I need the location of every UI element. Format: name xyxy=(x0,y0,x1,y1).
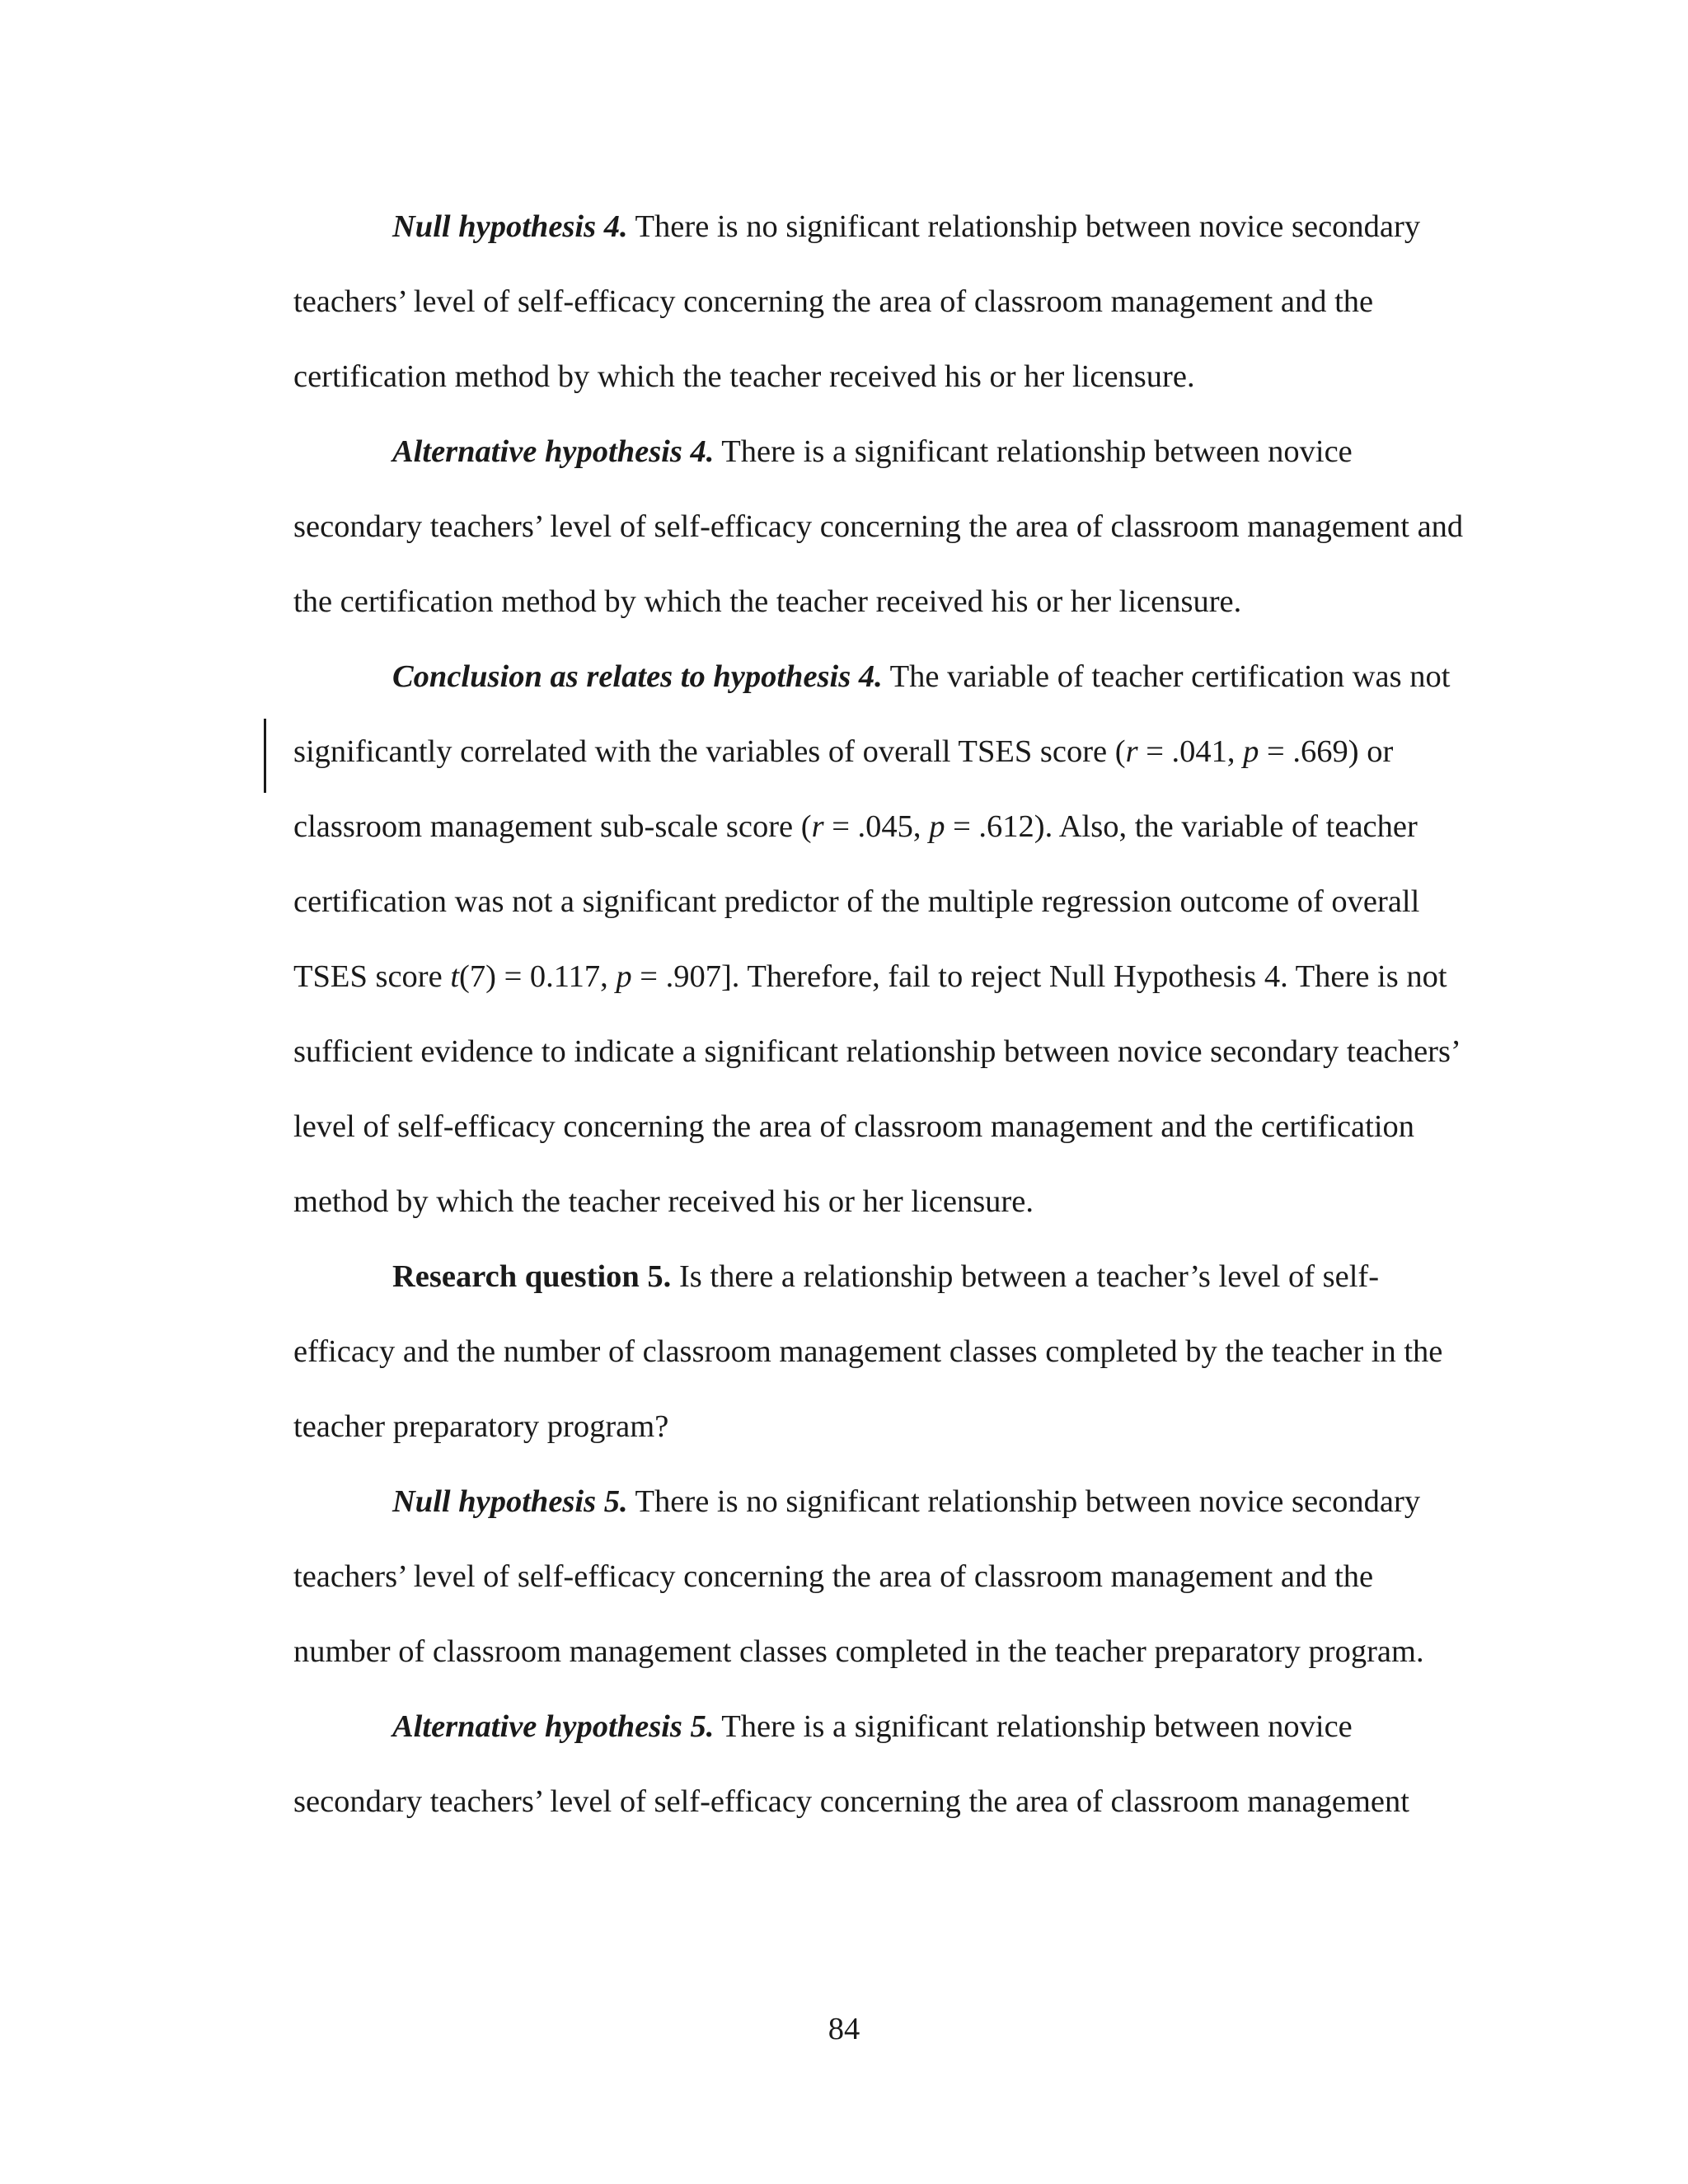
alternative-hypothesis-5 xyxy=(293,1690,1464,1840)
conclusion-text-2: = .041, xyxy=(1137,734,1244,769)
conclusion-text-1: The variable of teacher certification was not significantly correlated with the variables of overall TSES score ( xyxy=(293,659,1451,769)
stat-p-symbol: p xyxy=(1243,734,1259,769)
conclusion-text-7: = .907]. Therefore, fail to reject Null Hypothesis 4. There is not sufficient evidence to indicate a significant relationship between novice secondary teachers’ level of self-efficacy concerning the area of classroom management and the certification method by which the teacher received his or her licensure. xyxy=(293,959,1459,1219)
alternative-hypothesis-5-text: There is a significant relationship between novice secondary teachers’ level of self-efficacy concerning the area of classroom management xyxy=(293,1709,1409,1819)
alternative-hypothesis-5-heading: Alternative hypothesis 5. xyxy=(392,1709,715,1744)
stat-t-symbol: t xyxy=(450,959,460,994)
page-body xyxy=(293,190,1464,1840)
conclusion-text-5: = .612). Also, the variable of teacher certification was not a significant predictor of the multiple regression outcome of overall TSES score xyxy=(293,809,1420,994)
stat-p-symbol: p xyxy=(929,809,945,844)
stat-r-symbol: r xyxy=(811,809,824,844)
null-hypothesis-5 xyxy=(293,1465,1464,1690)
conclusion-text-6: (7) = 0.117, xyxy=(459,959,617,994)
conclusion-text-4: = .045, xyxy=(823,809,930,844)
conclusion-hypothesis-4-heading: Conclusion as relates to hypothesis 4. xyxy=(392,659,883,694)
stat-p-symbol: p xyxy=(616,959,632,994)
stat-r-symbol: r xyxy=(1125,734,1138,769)
revision-change-bar xyxy=(264,719,266,793)
null-hypothesis-5-heading: Null hypothesis 5. xyxy=(392,1484,628,1519)
null-hypothesis-4 xyxy=(293,190,1464,415)
null-hypothesis-5-text: There is no significant relationship between novice secondary teachers’ level of self-efficacy concerning the area of classroom management and the number of classroom management classes completed in the teacher preparatory program. xyxy=(293,1484,1424,1669)
conclusion-hypothesis-4 xyxy=(293,640,1464,1240)
research-question-5-heading: Research question 5. xyxy=(392,1259,672,1294)
conclusion-text-3: = .669) or classroom management sub-scale score ( xyxy=(293,734,1394,844)
page-number: 84 xyxy=(828,2012,860,2046)
null-hypothesis-4-heading: Null hypothesis 4. xyxy=(392,209,628,244)
alternative-hypothesis-4-heading: Alternative hypothesis 4. xyxy=(392,434,715,469)
research-question-5 xyxy=(293,1240,1464,1465)
alternative-hypothesis-4-text: There is a significant relationship between novice secondary teachers’ level of self-efficacy concerning the area of classroom management and the certification method by which the teacher received his or her licensure. xyxy=(293,434,1464,619)
alternative-hypothesis-4 xyxy=(293,415,1464,640)
null-hypothesis-4-text: There is no significant relationship between novice secondary teachers’ level of self-efficacy concerning the area of classroom management and the certification method by which the teacher received his or her licensure. xyxy=(293,209,1421,394)
research-question-5-text: Is there a relationship between a teacher’s level of self-efficacy and the number of classroom management classes completed by the teacher in the teacher preparatory program? xyxy=(293,1259,1443,1444)
